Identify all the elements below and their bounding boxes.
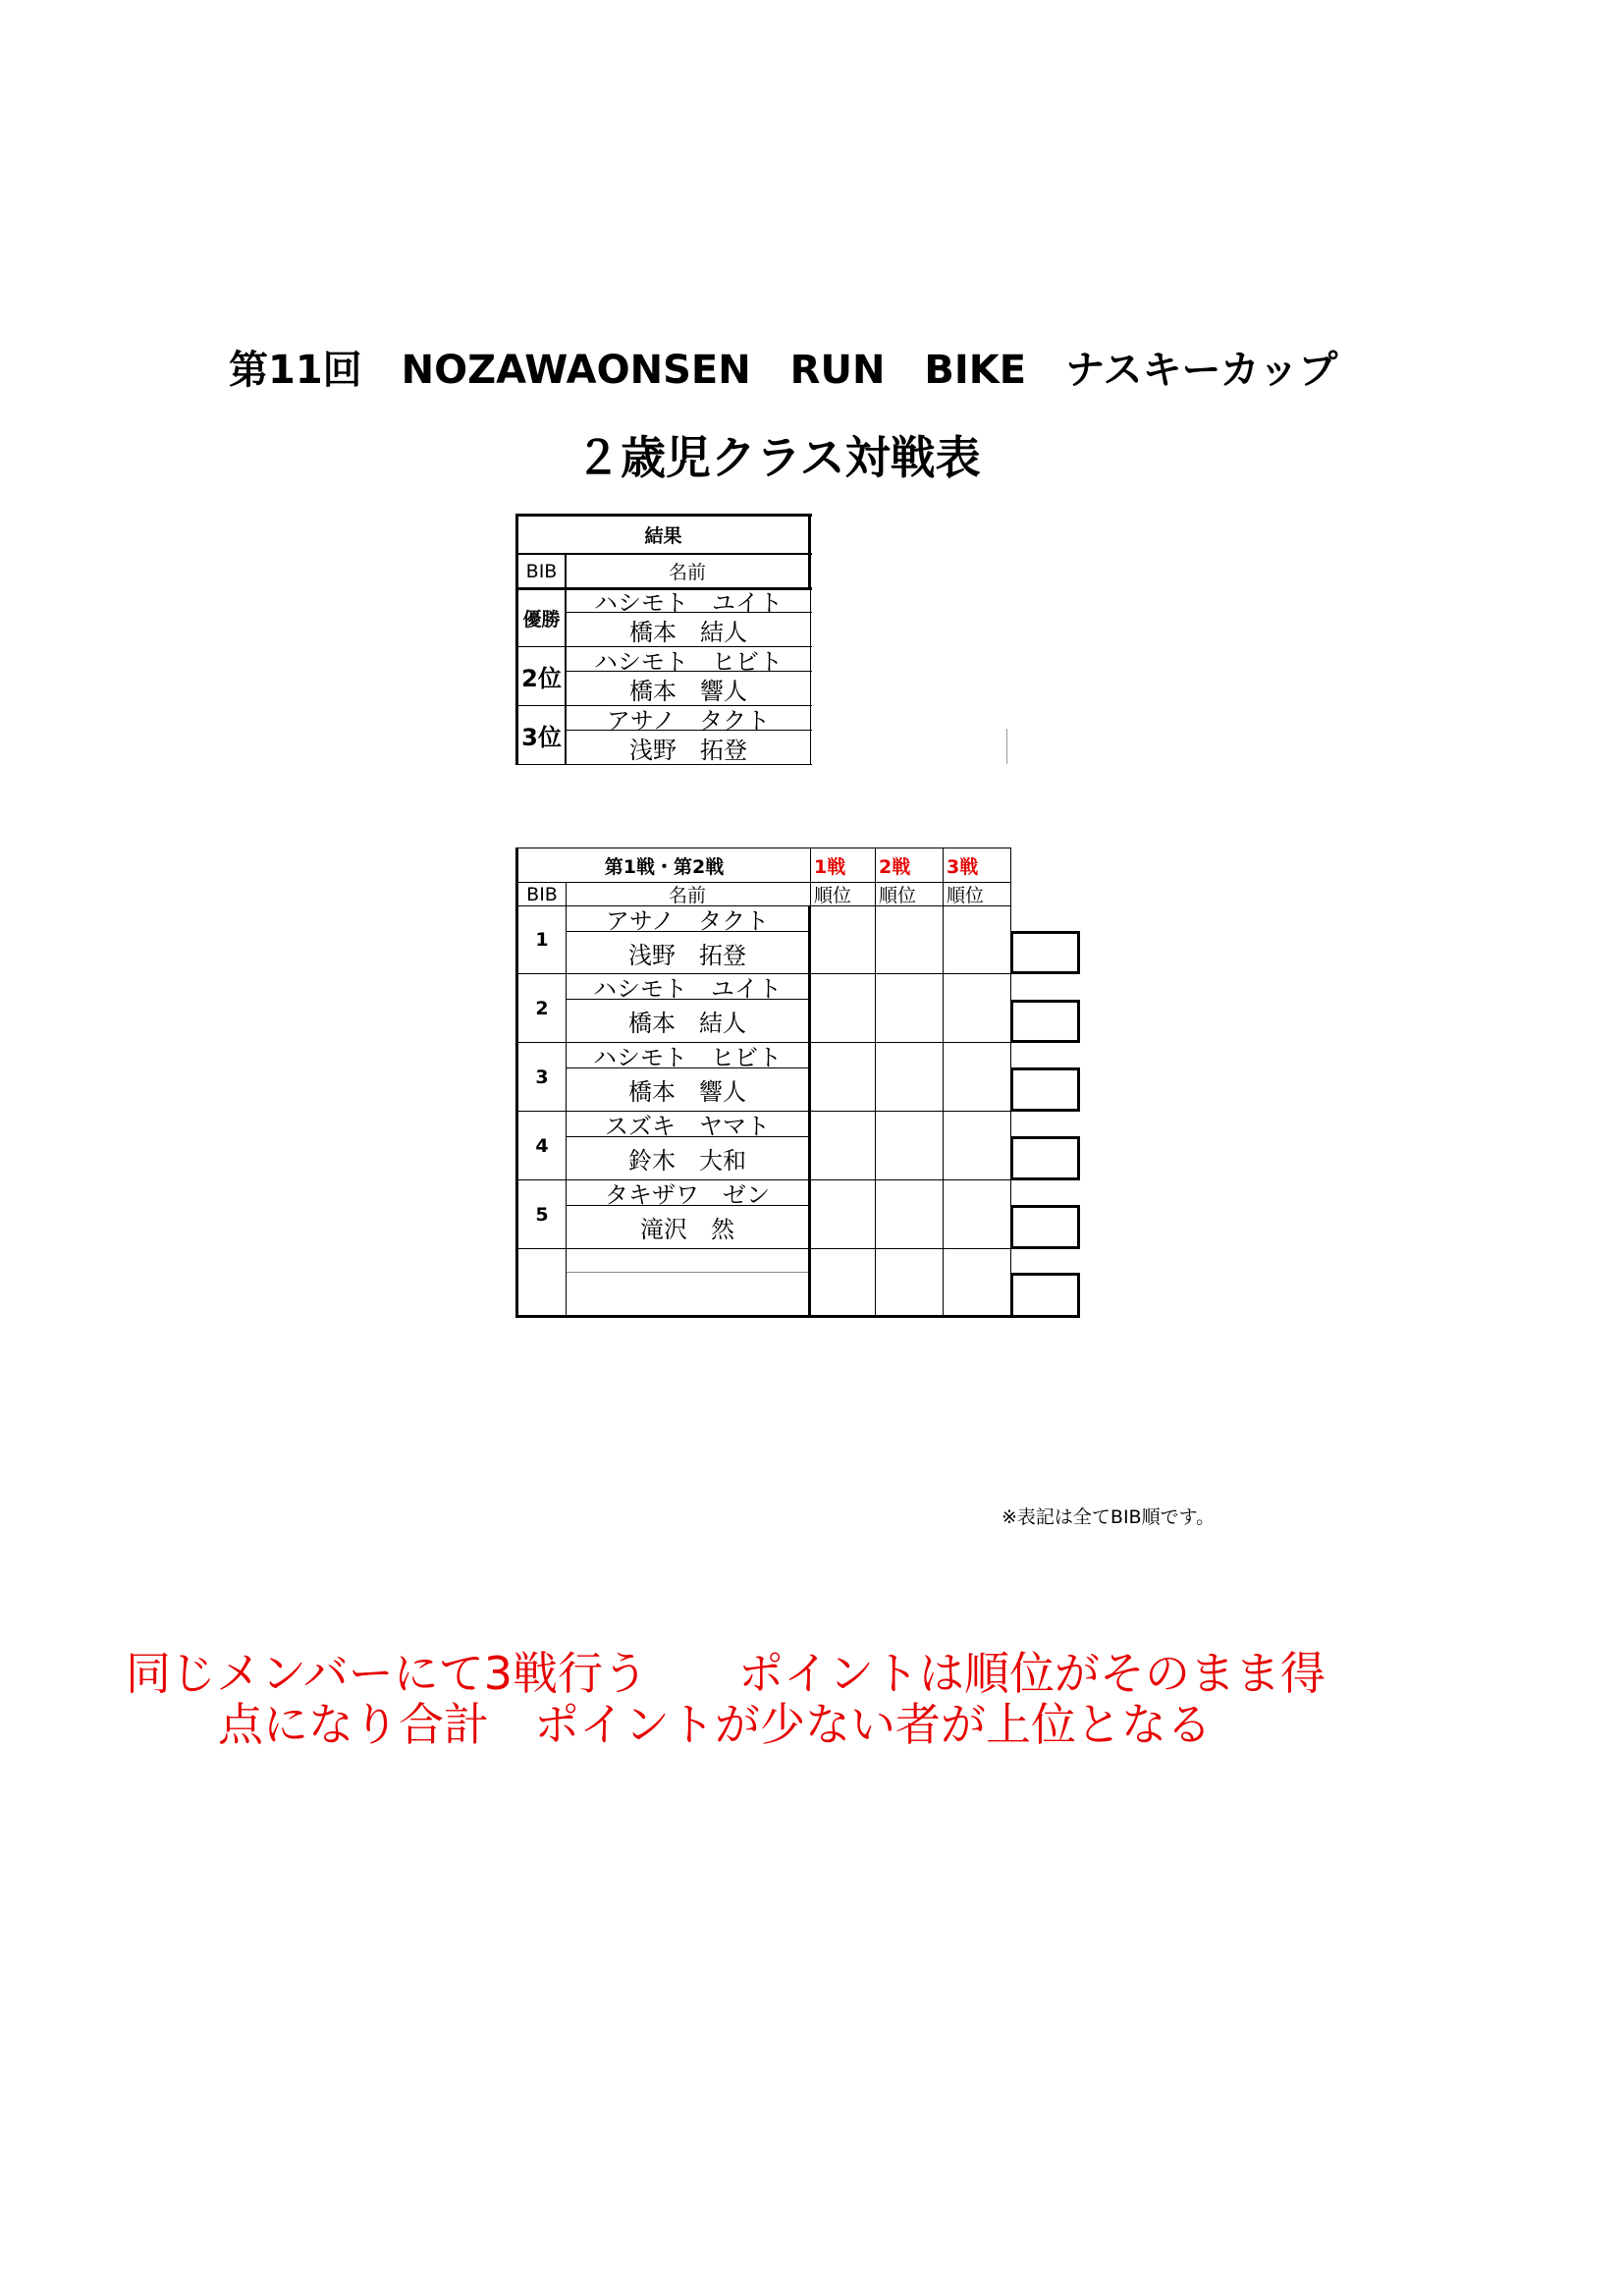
results-name-kana: ハシモト ユイト [594,588,783,612]
entry-name-kana: タキザワ ゼン [605,1181,770,1205]
total-box [1010,931,1080,974]
entry-name-kanji: 鈴木 大和 [628,1147,746,1175]
entry-bib: 5 [535,1203,549,1226]
divider-mark [1006,729,1007,764]
results-name-kanji: 橋本 響人 [629,677,747,705]
race-2-rank-header: 順位 [879,885,917,905]
entry-name-kanji: 橋本 響人 [628,1078,746,1106]
event-title: 第11回 NOZAWAONSEN RUN BIKE ナスキーカップ [229,348,1338,393]
total-box [1010,1067,1080,1112]
entry-name-kana: ハシモト ユイト [593,975,782,999]
results-rank: 2位 [521,665,562,692]
total-box [1010,1205,1080,1249]
races-name-header: 名前 [668,885,706,905]
entry-name-kanji: 浅野 拓登 [628,941,746,969]
entry-name-kana: アサノ タクト [605,907,770,931]
total-box [1010,1000,1080,1043]
entry-name-kanji: 橋本 結人 [628,1010,746,1037]
rules-line-1: 同じメンバーにて3戦行う ポイントは順位がそのまま得 [126,1647,1326,1700]
race-1-rank-header: 順位 [814,885,852,905]
results-name-kana: アサノ タクト [606,706,771,730]
race-3-rank-header: 順位 [947,885,985,905]
races-title: 第1戦・第2戦 [604,855,725,878]
page-title: ２歳児クラス対戦表 [575,431,981,484]
results-name-kanji: 浅野 拓登 [629,736,747,764]
race-2-header: 2戦 [879,855,911,878]
footnote: ※表記は全てBIB順です。 [1001,1506,1216,1528]
entry-name-kana: ハシモト ヒビト [593,1044,782,1067]
results-bib-header: BIB [525,560,558,582]
race-3-header: 3戦 [947,855,979,878]
total-box [1010,1273,1080,1318]
results-name-kanji: 橋本 結人 [629,618,747,646]
results-title: 結果 [644,525,682,547]
entry-name-kanji: 滝沢 然 [640,1216,734,1243]
entry-bib: 2 [535,997,549,1019]
results-name-header: 名前 [668,562,706,583]
entry-bib: 1 [535,929,549,951]
entry-name-kana: スズキ ヤマト [605,1113,770,1136]
total-box [1010,1136,1080,1180]
rules-line-2: 点になり合計 ポイントが少ない者が上位となる [218,1698,1212,1751]
results-rank: 3位 [521,724,562,751]
results-name-kana: ハシモト ヒビト [594,647,783,671]
results-rank: 優勝 [522,609,561,630]
races-bib-header: BIB [526,883,558,905]
race-1-header: 1戦 [814,855,846,878]
entry-bib: 3 [535,1066,549,1088]
entry-bib: 4 [535,1134,549,1157]
